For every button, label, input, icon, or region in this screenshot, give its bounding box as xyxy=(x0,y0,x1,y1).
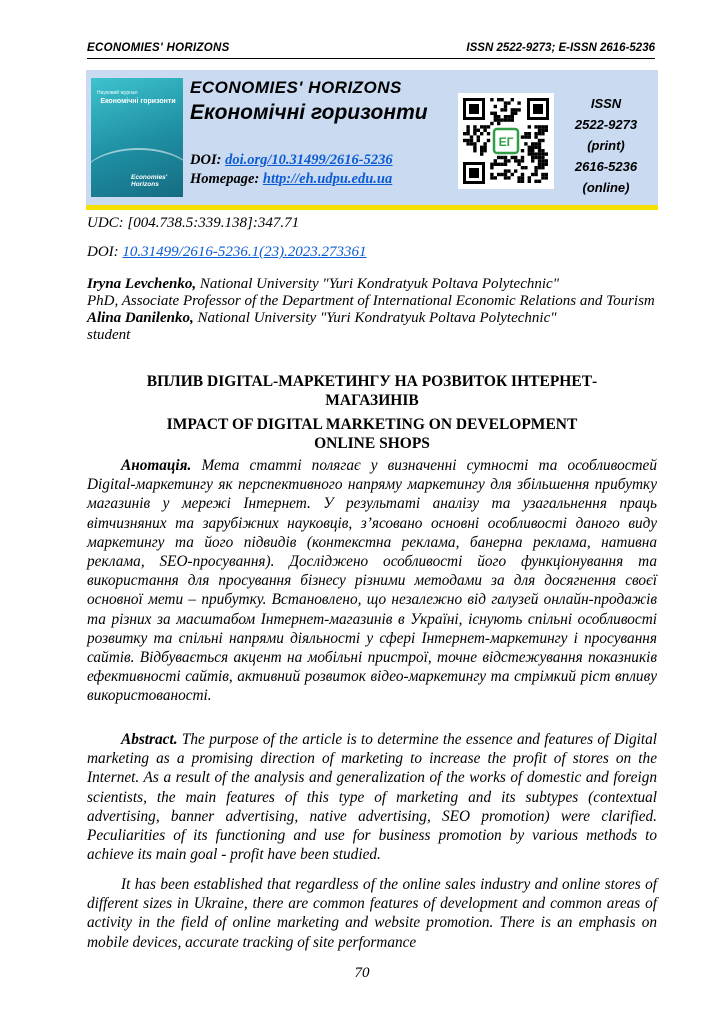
qr-module xyxy=(494,105,497,108)
qr-module xyxy=(490,176,493,179)
author-2-name: Alina Danilenko, xyxy=(87,310,194,326)
cover-logo-line2: Horizons xyxy=(131,181,159,188)
qr-module xyxy=(480,132,483,135)
qr-module xyxy=(534,173,537,176)
qr-module xyxy=(504,156,507,159)
qr-module xyxy=(494,118,497,121)
qr-module xyxy=(480,146,483,149)
qr-module xyxy=(531,149,534,152)
qr-module xyxy=(531,142,534,145)
qr-module xyxy=(473,146,476,149)
qr-module xyxy=(545,176,548,179)
qr-module xyxy=(517,176,520,179)
qr-module xyxy=(545,152,548,155)
qr-module xyxy=(473,125,476,128)
qr-module xyxy=(541,125,544,128)
qr-module xyxy=(541,163,544,166)
qr-module xyxy=(534,146,537,149)
qr-module xyxy=(500,156,503,159)
journal-doi-line xyxy=(190,152,393,169)
qr-module xyxy=(466,129,469,132)
qr-module xyxy=(545,129,548,132)
qr-module xyxy=(511,115,514,118)
qr-module xyxy=(528,180,531,183)
qr-module xyxy=(545,125,548,128)
journal-banner xyxy=(86,70,658,205)
qr-module xyxy=(521,156,524,159)
qr-module xyxy=(521,149,524,152)
qr-module xyxy=(534,132,537,135)
qr-module xyxy=(480,152,483,155)
qr-module xyxy=(524,142,527,145)
qr-module xyxy=(504,105,507,108)
qr-module xyxy=(528,152,531,155)
qr-module xyxy=(511,173,514,176)
issn-online-number: 2616-5236 xyxy=(574,159,638,174)
qr-module xyxy=(521,176,524,179)
author-1-name: Iryna Levchenko, xyxy=(87,276,197,292)
issn-line: ISSN xyxy=(590,96,622,111)
qr-module xyxy=(521,173,524,176)
qr-module xyxy=(497,115,500,118)
qr-module xyxy=(487,132,490,135)
article-doi-line xyxy=(87,244,367,261)
qr-module xyxy=(463,139,466,142)
qr-module xyxy=(541,149,544,152)
journal-homepage-line xyxy=(190,171,392,188)
qr-module xyxy=(531,173,534,176)
qr-module xyxy=(538,159,541,162)
qr-module xyxy=(541,159,544,162)
abstract-paragraph-2 xyxy=(87,875,657,952)
abstract-text: The purpose of the article is to determine the essence and features of Digital marketing as a promising direction of marketing to increase the profit of stores on the Internet. As a result of the analysis and generalization of the works of domestic and foreign scientists, the main features of this type of marketing and its subtypes (contextual advertising, banner advertising, native advertising, SEO promotion) were clarified. Peculiarities of its functioning and use for business promotion by various methods to achieve its main goal - profit have been studied. xyxy=(87,731,657,864)
qr-module xyxy=(528,146,531,149)
qr-module xyxy=(538,146,541,149)
qr-module xyxy=(504,163,507,166)
journal-homepage-sep: : xyxy=(254,171,263,187)
author-1 xyxy=(87,276,657,293)
qr-module xyxy=(531,159,534,162)
qr-module xyxy=(534,142,537,145)
qr-module xyxy=(538,180,541,183)
abstract-text-2: It has been established that regardless of the online sales industry and online stores of different sizes in Ukraine, there are common features of development and common areas of activity in the field of online marketing and website promotion. There is an emphasis on mobile devices, accurate tracking of site performance xyxy=(87,876,657,951)
qr-module xyxy=(504,173,507,176)
qr-module xyxy=(545,163,548,166)
article-title-en-line1: IMPACT OF DIGITAL MARKETING ON DEVELOPMENT xyxy=(166,416,578,433)
abstract-paragraph xyxy=(87,730,657,864)
qr-module xyxy=(494,176,497,179)
qr-module xyxy=(511,112,514,115)
qr-module xyxy=(470,135,473,138)
qr-module xyxy=(541,152,544,155)
qr-module xyxy=(500,98,503,101)
annotation-label: Анотація. xyxy=(121,457,192,474)
qr-module xyxy=(538,156,541,159)
qr-module xyxy=(524,135,527,138)
qr-module xyxy=(521,135,524,138)
qr-module xyxy=(504,169,507,172)
author-2-affiliation: National University "Yuri Kondratyuk Poltava Polytechnic" xyxy=(193,310,557,326)
qr-module xyxy=(511,118,514,121)
qr-module xyxy=(473,142,476,145)
article-title-ua-line2: МАГАЗИНІВ xyxy=(325,391,419,409)
qr-module xyxy=(500,173,503,176)
cover-logo-line1: Economies' xyxy=(131,174,168,181)
qr-module xyxy=(497,163,500,166)
qr-module xyxy=(466,132,469,135)
qr-module xyxy=(494,115,497,118)
cover-logo xyxy=(131,174,167,188)
qr-module xyxy=(541,176,544,179)
qr-module xyxy=(504,108,507,111)
banner-accent-stripe xyxy=(86,205,658,210)
qr-module xyxy=(494,112,497,115)
qr-module xyxy=(511,98,514,101)
qr-module xyxy=(531,152,534,155)
qr-module xyxy=(507,115,510,118)
qr-module xyxy=(517,108,520,111)
qr-module xyxy=(466,142,469,145)
author-1-role: PhD, Associate Professor of the Department of International Economic Relations and Tourism xyxy=(87,293,655,309)
annotation-paragraph xyxy=(87,456,657,706)
issn-online-label: (online) xyxy=(582,180,630,195)
article-doi-label: DOI: xyxy=(87,244,123,260)
qr-module xyxy=(521,159,524,162)
qr-module xyxy=(466,125,469,128)
qr-module xyxy=(500,163,503,166)
qr-module xyxy=(473,132,476,135)
qr-module xyxy=(483,149,486,152)
qr-module xyxy=(538,132,541,135)
qr-module xyxy=(494,163,497,166)
article-doi-link[interactable]: 10.31499/2616-5236.1(23).2023.273361 xyxy=(122,244,367,260)
qr-module xyxy=(521,180,524,183)
issn-print-label: (print) xyxy=(587,138,625,153)
qr-module xyxy=(528,176,531,179)
qr-module xyxy=(531,146,534,149)
qr-module xyxy=(514,112,517,115)
qr-module xyxy=(483,125,486,128)
qr-code-graphic xyxy=(458,93,554,189)
qr-module xyxy=(534,180,537,183)
qr-module xyxy=(490,112,493,115)
qr-module xyxy=(483,142,486,145)
qr-module xyxy=(514,169,517,172)
running-header-issn: ISSN 2522-9273; E-ISSN 2616-5236 xyxy=(466,42,655,54)
qr-module xyxy=(534,156,537,159)
qr-module xyxy=(480,125,483,128)
article-title-en xyxy=(87,416,657,453)
qr-module xyxy=(507,169,510,172)
qr-module xyxy=(490,98,493,101)
qr-code-icon xyxy=(458,93,554,189)
qr-module xyxy=(483,129,486,132)
qr-module xyxy=(545,173,548,176)
qr-module xyxy=(487,139,490,142)
journal-cover-image xyxy=(91,78,183,197)
qr-module xyxy=(490,163,493,166)
cover-arc-decoration xyxy=(91,148,183,197)
qr-module xyxy=(511,156,514,159)
qr-module xyxy=(528,125,531,128)
author-2-role: student xyxy=(87,327,131,343)
running-header-journal: ECONOMIES' HORIZONS xyxy=(87,42,230,54)
qr-module xyxy=(477,139,480,142)
qr-module xyxy=(545,159,548,162)
qr-module xyxy=(538,129,541,132)
qr-module xyxy=(514,108,517,111)
authors-block xyxy=(87,276,657,344)
qr-module xyxy=(500,118,503,121)
annotation-text: Мета статті полягає у визначенні сутності та особливостей Digital-маркетингу як перспективного напряму маркетингу для збільшення прибутку магазинів у мережі Інтернет. У результаті аналізу та узагальнення праць вітчизняних та зарубіжних науковців, з’ясовано основні особливості даного виду маркетингу та його підвидів (контекстна реклама, банерна реклама, нативна реклама, SEO-просування). Досліджено особливості його функціонування та використання для просування бізнесу різними методами за для досягнення своєї основної мети – прибутку. Встановлено, що незалежно від галузей онлайн-продажів та різних за масштабом Інтернет-магазинів в Україні, існують спільні особливості розвитку та спільні напрями діяльності у сфері Інтернет-маркетингу і просування сайтів. Відбувається акцент на мобільні пристрої, точне відстежування показників ефективності сайтів, активний розвиток відео-маркетингу та стрімкий ріст впливу використованості. xyxy=(87,457,657,705)
journal-doi-label: DOI xyxy=(190,152,217,168)
author-2 xyxy=(87,310,657,327)
qr-module xyxy=(490,166,493,169)
qr-module xyxy=(514,156,517,159)
qr-module xyxy=(528,132,531,135)
qr-module xyxy=(541,129,544,132)
qr-module xyxy=(538,163,541,166)
qr-module xyxy=(470,142,473,145)
qr-module xyxy=(528,135,531,138)
qr-module xyxy=(500,108,503,111)
article-title-ua xyxy=(87,373,657,410)
qr-module xyxy=(494,159,497,162)
header-rule xyxy=(87,58,655,59)
cover-small-text: Науковий журнал xyxy=(97,90,138,96)
qr-module xyxy=(480,149,483,152)
qr-module xyxy=(507,176,510,179)
journal-name-ua: Економічні горизонти xyxy=(190,101,428,124)
journal-homepage-label: Homepage xyxy=(190,171,255,187)
article-title-ua-line1: ВПЛИВ DIGITAL-МАРКЕТИНГУ НА РОЗВИТОК ІНТЕРНЕТ- xyxy=(146,373,598,390)
qr-module xyxy=(538,152,541,155)
qr-module xyxy=(524,132,527,135)
qr-module xyxy=(470,139,473,142)
qr-module xyxy=(514,159,517,162)
qr-module xyxy=(490,122,493,125)
qr-module xyxy=(483,146,486,149)
journal-doi-sep: : xyxy=(216,152,226,168)
qr-module xyxy=(541,132,544,135)
qr-module xyxy=(531,156,534,159)
qr-module xyxy=(463,132,466,135)
qr-module xyxy=(541,173,544,176)
qr-module xyxy=(507,159,510,162)
journal-name-en: ECONOMIES' HORIZONS xyxy=(190,78,402,97)
issn-print-number: 2522-9273 xyxy=(574,117,638,132)
qr-module xyxy=(538,166,541,169)
qr-module xyxy=(504,176,507,179)
journal-doi-link[interactable]: doi.org/10.31499/2616-5236 xyxy=(225,152,393,168)
qr-module xyxy=(517,180,520,183)
qr-module xyxy=(541,139,544,142)
qr-module xyxy=(534,135,537,138)
qr-module xyxy=(477,129,480,132)
qr-module xyxy=(538,125,541,128)
author-1-affiliation: National University "Yuri Kondratyuk Poltava Polytechnic" xyxy=(196,276,559,292)
qr-module xyxy=(490,173,493,176)
qr-module xyxy=(504,101,507,104)
qr-module xyxy=(497,156,500,159)
qr-module xyxy=(497,173,500,176)
abstract-label: Abstract. xyxy=(121,731,178,748)
qr-module xyxy=(507,101,510,104)
qr-module xyxy=(511,108,514,111)
issn-block xyxy=(560,93,652,198)
running-header xyxy=(87,42,655,58)
page-number: 70 xyxy=(354,965,370,981)
qr-module xyxy=(497,122,500,125)
qr-module xyxy=(517,163,520,166)
qr-module xyxy=(507,118,510,121)
qr-module xyxy=(517,101,520,104)
qr-module xyxy=(534,166,537,169)
qr-module xyxy=(538,149,541,152)
qr-module xyxy=(534,169,537,172)
qr-module xyxy=(473,149,476,152)
qr-module xyxy=(541,156,544,159)
udc-line: UDC: [004.738.5:339.138]:347.71 xyxy=(87,215,300,231)
qr-module xyxy=(521,166,524,169)
journal-homepage-link[interactable]: http://eh.udpu.edu.ua xyxy=(262,171,393,187)
cover-title: Економічні горизонти xyxy=(100,98,176,105)
qr-module xyxy=(504,118,507,121)
qr-module xyxy=(517,159,520,162)
qr-module xyxy=(466,139,469,142)
qr-module xyxy=(473,129,476,132)
qr-module xyxy=(524,166,527,169)
qr-module xyxy=(497,98,500,101)
qr-module xyxy=(538,139,541,142)
qr-module xyxy=(477,135,480,138)
qr-module xyxy=(497,118,500,121)
qr-module xyxy=(541,166,544,169)
qr-module xyxy=(534,152,537,155)
qr-module xyxy=(528,149,531,152)
article-title-en-line2: ONLINE SHOPS xyxy=(314,434,430,452)
qr-module xyxy=(504,159,507,162)
qr-module xyxy=(504,115,507,118)
qr-module xyxy=(534,125,537,128)
qr-badge-text: ЕГ xyxy=(498,135,514,149)
qr-module xyxy=(487,125,490,128)
qr-module xyxy=(538,142,541,145)
